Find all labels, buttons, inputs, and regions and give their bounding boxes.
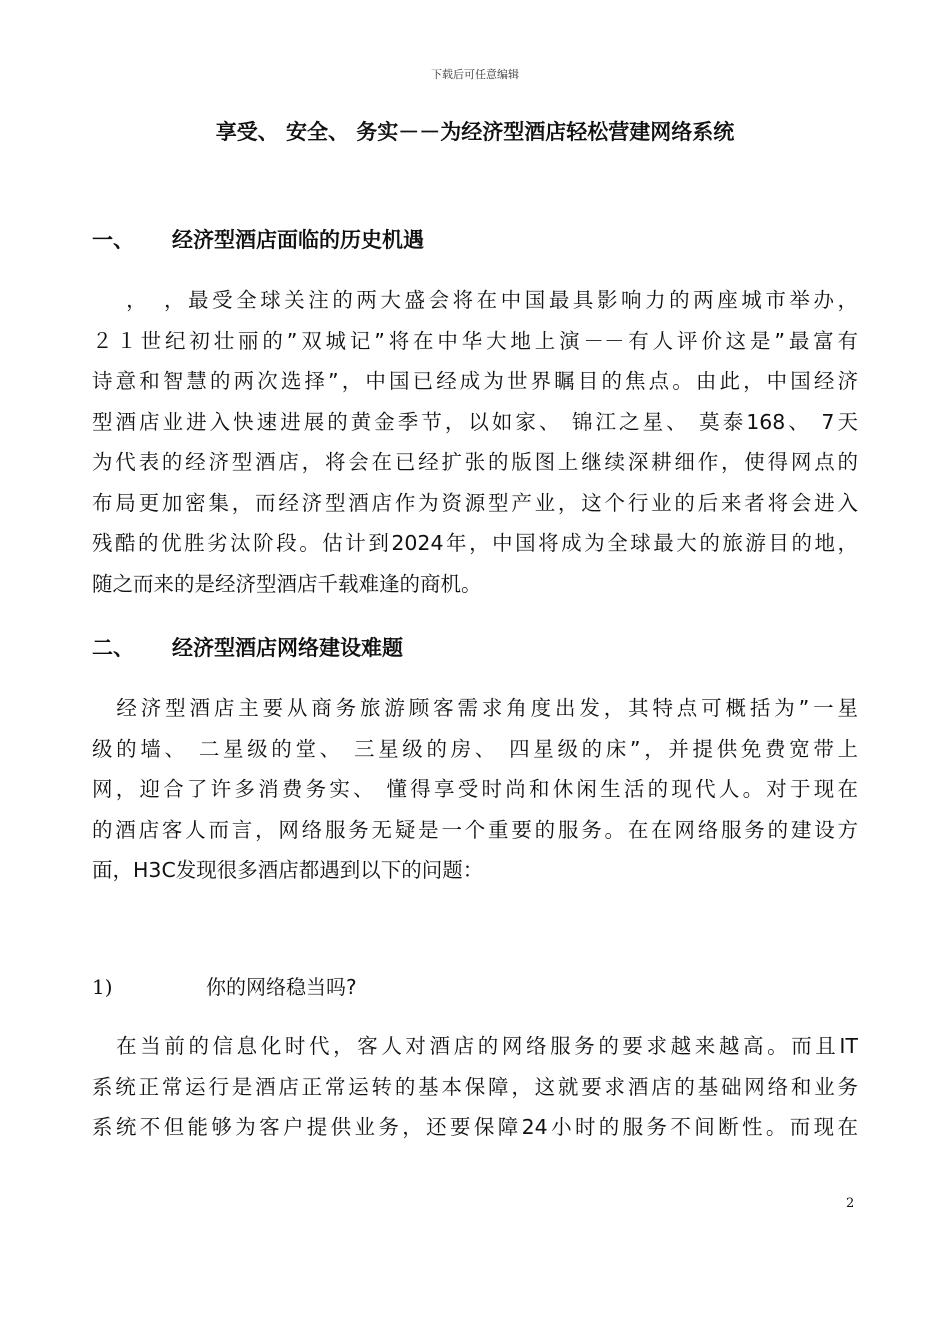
- paragraph-line: 网，迎合了许多消费务实、 懂得享受时尚和休闲生活的现代人。对于现在: [92, 777, 858, 801]
- document-title: 享受、 安全、 务实－－为经济型酒店轻松营建网络系统: [215, 120, 735, 144]
- section-1-title: 经济型酒店面临的历史机遇: [172, 228, 424, 252]
- paragraph-line: 的酒店客人而言，网络服务无疑是一个重要的服务。在在网络服务的建设方: [92, 817, 858, 842]
- paragraph-line: 系统正常运行是酒店正常运转的基本保障，这就要求酒店的基础网络和业务: [92, 1074, 858, 1099]
- paragraph-line: 系统不但能够为客户提供业务，还要保障24小时的服务不间断性。而现在: [92, 1115, 858, 1139]
- paragraph-line: 经济型酒店主要从商务旅游顾客需求角度出发，其特点可概括为”一星: [92, 696, 858, 720]
- page-number: 2: [846, 1196, 855, 1211]
- subsection-1-number: 1): [92, 975, 113, 999]
- section-1-number: 一、: [92, 228, 134, 252]
- paragraph-line: 级的墙、 二星级的堂、 三星级的房、 四星级的床”，并提供免费宽带上: [92, 736, 858, 761]
- paragraph-line: ２１世纪初壮丽的”双城记”将在中华大地上演－－有人评价这是”最富有: [92, 328, 858, 353]
- section-2-heading: [92, 632, 403, 662]
- paragraph-line: 布局更加密集，而经济型酒店作为资源型产业，这个行业的后来者将会进入: [92, 490, 858, 515]
- paragraph-line: 残酷的优胜劣汰阶段。估计到2024年，中国将成为全球最大的旅游目的地，: [92, 531, 858, 555]
- paragraph-line: 为代表的经济型酒店，将会在已经扩张的版图上继续深耕细作，使得网点的: [92, 450, 858, 474]
- subsection-1-heading: [92, 971, 357, 1000]
- subsection-1-title: 你的网络稳当吗?: [206, 975, 357, 999]
- header-note: 下载后可任意编辑: [431, 68, 519, 81]
- paragraph-line: 面，H3C发现很多酒店都遇到以下的问题：: [92, 858, 484, 882]
- section-2-title: 经济型酒店网络建设难题: [172, 636, 403, 660]
- paragraph-line: ， ，最受全球关注的两大盛会将在中国最具影响力的两座城市举办，: [92, 288, 858, 312]
- paragraph-line: 在当前的信息化时代，客人对酒店的网络服务的要求越来越高。而且IT: [92, 1034, 858, 1058]
- section-2-number: 二、: [92, 636, 134, 660]
- paragraph-line: 诗意和智慧的两次选择”，中国已经成为世界瞩目的焦点。由此，中国经济: [92, 369, 858, 393]
- section-1-paragraph: [92, 280, 858, 604]
- paragraph-line: 随之而来的是经济型酒店千载难逢的商机。: [92, 571, 482, 596]
- section-2-paragraph: [92, 688, 858, 891]
- section-1-heading: [92, 224, 424, 254]
- subsection-1-paragraph: [92, 1026, 858, 1148]
- paragraph-line: 型酒店业进入快速进展的黄金季节，以如家、 锦江之星、 莫泰168、 7天: [92, 409, 858, 434]
